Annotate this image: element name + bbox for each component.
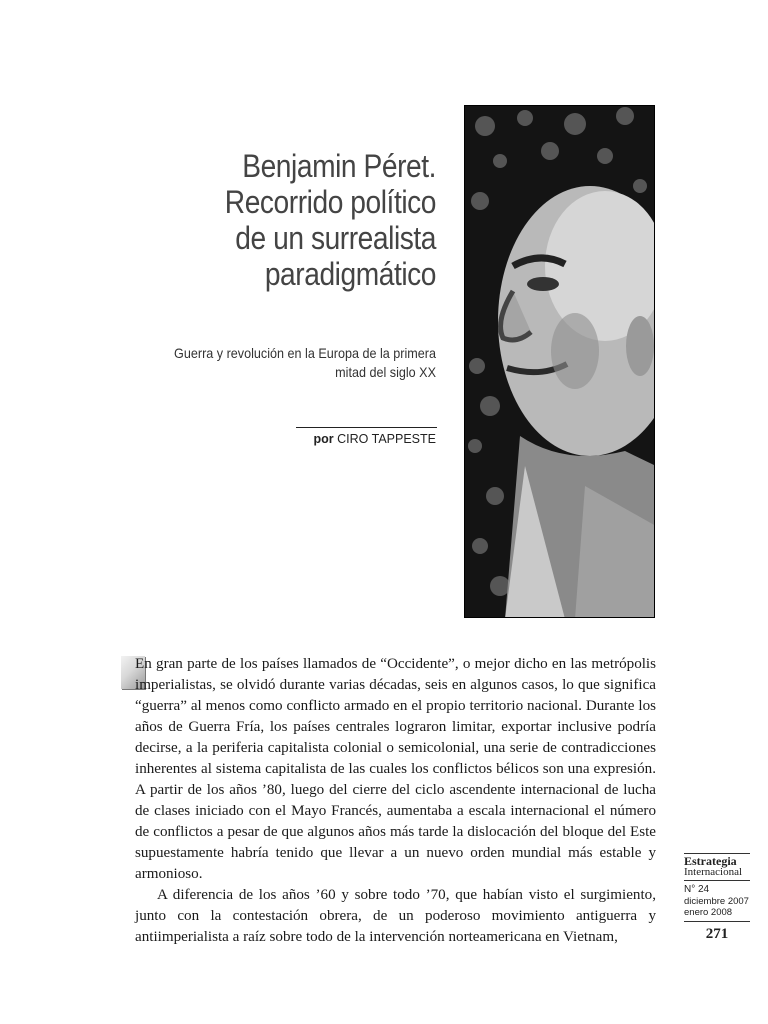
article-subtitle bbox=[148, 344, 436, 382]
author-portrait-photo bbox=[464, 105, 655, 618]
magazine-name: Estrategia bbox=[684, 854, 737, 868]
divider bbox=[684, 921, 750, 922]
title-line: de un surrealista bbox=[235, 220, 436, 256]
byline bbox=[314, 432, 437, 446]
magazine-name-secondary: Internacional bbox=[684, 866, 743, 878]
title-line: Recorrido político bbox=[224, 184, 436, 220]
issue-number: N° 24 bbox=[684, 884, 710, 895]
page-number: 271 bbox=[705, 926, 729, 942]
byline-prefix: por bbox=[313, 432, 334, 446]
issue-date: diciembre 2007 bbox=[684, 896, 749, 907]
body-paragraph: En gran parte de los países llamados de “Occidente”, o mejor dicho en las metrópolis imperialistas, se olvidó durante varias décadas, seis en algunos casos, lo que significa “guerra” al menos como conflicto armado en el propio territorio nacional. Durante los años de Guerra Fría, los países centrales lograron limitar, exportar inclusive podría decirse, a la periferia capitalista colonial o semicolonial, una serie de contradicciones inherentes al sistema capitalista de las cuales los conflictos bélicos son una expresión. A partir de los años ’80, luego del cierre del ciclo ascendente internacional de lucha de clases iniciado con el Mayo Francés, aumentaba a escala internacional el número de conflictos a pesar de que algunos años más tarde la dislocación del bloque del Este supuestamente habría tenido que llevar a un nuevo orden mundial más estable y armonioso. bbox=[135, 656, 656, 882]
subtitle-line: mitad del siglo XX bbox=[335, 364, 436, 380]
article-body bbox=[135, 654, 656, 948]
author-portrait-icon bbox=[465, 106, 655, 618]
divider bbox=[684, 880, 750, 881]
author-name: CIRO TAPPESTE bbox=[337, 432, 436, 446]
title-line: paradigmático bbox=[264, 256, 436, 292]
body-paragraph: A diferencia de los años ’60 y sobre todo ’70, que habían visto el surgimiento, junto con la contestación obrera, de un poderoso movimiento antiguerra y antiimperialista a raíz sobre todo de la intervención norteamericana en Vietnam, bbox=[135, 887, 656, 945]
byline-rule bbox=[296, 427, 437, 428]
title-line: Benjamin Péret. bbox=[242, 148, 436, 184]
issue-date: enero 2008 bbox=[684, 907, 733, 918]
article-title bbox=[154, 148, 436, 292]
subtitle-line: Guerra y revolución en la Europa de la primera bbox=[174, 345, 437, 361]
issue-info bbox=[684, 853, 750, 943]
